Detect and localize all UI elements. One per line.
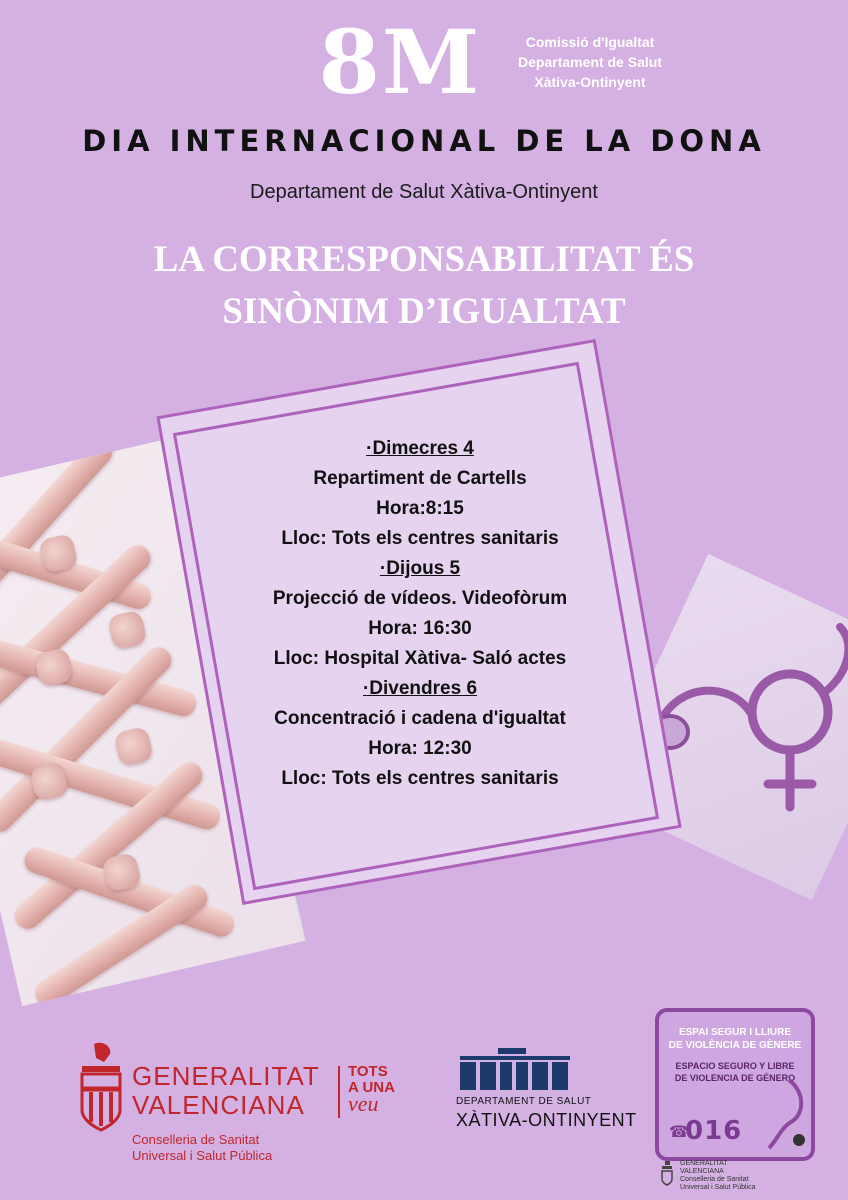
badge-text-catalan (659, 1026, 811, 1052)
schedule-time: Hora: 12:30 (368, 738, 472, 759)
badge-line: ESPAI SEGUR I LLIURE (678, 1027, 792, 1038)
dept-label-small: DEPARTAMENT DE SALUT (456, 1096, 592, 1107)
phone-icon: ☎ (669, 1124, 689, 1141)
badge-footer-text (680, 1160, 755, 1192)
big-title-8m: 8M (318, 10, 482, 114)
generalitat-name-line: VALENCIANA (132, 1090, 305, 1120)
generalitat-name (132, 1062, 320, 1120)
committee-block (490, 32, 690, 92)
badge-footer-logo (660, 1160, 756, 1198)
motto-line: A UNA (348, 1079, 395, 1096)
generalitat-divider (338, 1066, 340, 1118)
schedule-activity: Concentració i cadena d'igualtat (274, 708, 566, 729)
small-crest-icon (660, 1160, 674, 1186)
generalitat-crest-icon (76, 1040, 126, 1132)
schedule (200, 434, 640, 794)
headline: DIA INTERNACIONAL DE LA DONA (82, 124, 766, 158)
schedule-day: ·Divendres 6 (362, 678, 478, 699)
schedule-place: Lloc: Tots els centres sanitaris (281, 528, 559, 549)
badge-footer-line: GENERALITAT (680, 1160, 728, 1167)
conselleria-line: Conselleria de Sanitat (132, 1132, 260, 1147)
badge-number: 016 (685, 1116, 743, 1146)
schedule-activity: Projecció de vídeos. Videofòrum (272, 588, 568, 609)
badge-footer-line: Universal i Salut Pública (680, 1184, 756, 1191)
slogan (40, 234, 808, 338)
building-blocks-icon (460, 1048, 570, 1090)
badge-stethoscope-icon (751, 1078, 809, 1154)
committee-line: Comissió d'Igualtat (525, 34, 655, 50)
slogan-line: LA CORRESPONSABILITAT ÉS (153, 239, 695, 280)
schedule-place: Lloc: Tots els centres sanitaris (281, 768, 559, 789)
committee-line: Xàtiva-Ontinyent (534, 74, 646, 90)
badge-line: DE VIOLENCIA DE GÉNERO (674, 1073, 796, 1083)
departament-salut-logo (456, 1048, 637, 1138)
badge-line: DE VIOLÈNCIA DE GÈNERE (668, 1040, 802, 1051)
generalitat-logo (76, 1040, 426, 1170)
schedule-time: Hora: 16:30 (368, 618, 472, 639)
subtitle: Departament de Salut Xàtiva-Ontinyent (250, 181, 598, 203)
schedule-activity: Repartiment de Cartells (313, 468, 527, 489)
badge-line: ESPACIO SEGURO Y LIBRE (675, 1061, 795, 1071)
safe-space-badge (655, 1008, 815, 1161)
dept-label-big: XÀTIVA-ONTINYENT (456, 1110, 637, 1130)
motto-line: veu (348, 1091, 379, 1116)
schedule-day: ·Dijous 5 (379, 558, 461, 579)
generalitat-name-line: GENERALITAT (132, 1061, 320, 1091)
schedule-day: ·Dimecres 4 (366, 438, 474, 459)
motto-line: TOTS (348, 1063, 388, 1080)
schedule-time: Hora:8:15 (376, 498, 464, 519)
generalitat-conselleria (132, 1132, 272, 1164)
badge-footer-line: VALENCIANA (680, 1168, 724, 1175)
badge-footer-line: Conselleria de Sanitat (680, 1176, 749, 1183)
schedule-place: Lloc: Hospital Xàtiva- Saló actes (273, 648, 567, 669)
slogan-line: SINÒNIM D’IGUALTAT (222, 291, 626, 332)
committee-line: Departament de Salut (518, 54, 662, 70)
generalitat-motto (348, 1063, 418, 1116)
conselleria-line: Universal i Salut Pública (132, 1148, 273, 1163)
